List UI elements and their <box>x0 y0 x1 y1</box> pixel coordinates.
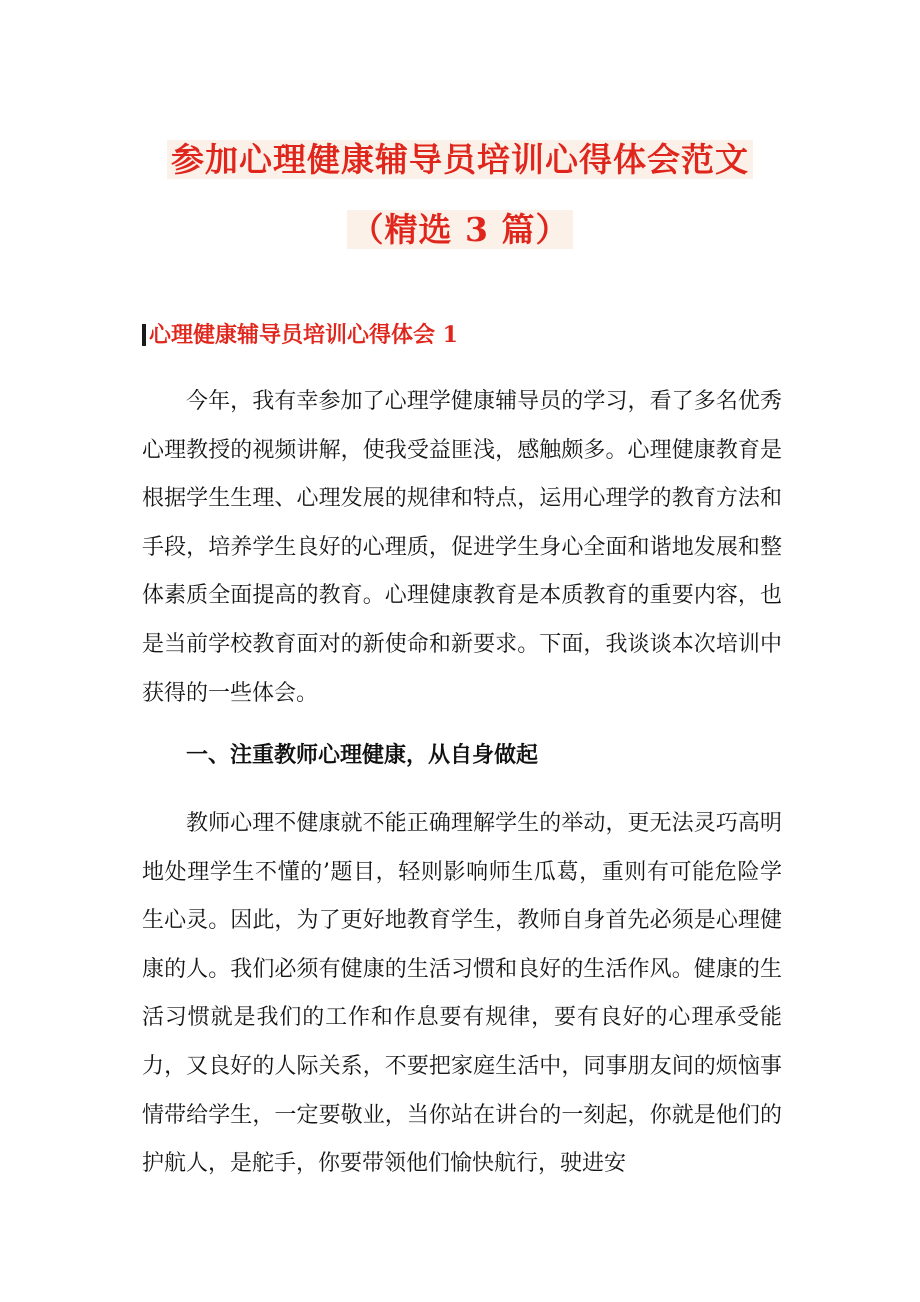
heading-bar-icon <box>142 324 146 346</box>
document-title-line-2 <box>0 205 920 255</box>
paragraph-1: 今年，我有幸参加了心理学健康辅导员的学习，看了多名优秀心理教授的视频讲解，使我受益匪浅，感触颇多。心理健康教育是根据学生生理、心理发展的规律和特点，运用心理学的教育方法和手段，培养学生良好的心理质，促进学生身心全面和谐地发展和整体素质全面提高的教育。心理健康教育是本质教育的重要内容，也是当前学校教育面对的新使命和新要求。下面，我谈谈本次培训中获得的一些体会。 <box>142 389 782 706</box>
section-heading-text: 心理健康辅导员培训心得体会 1 <box>149 322 458 348</box>
title-text-2: （精选 3 篇） <box>347 210 574 249</box>
title-text-1: 参加心理健康辅导员培训心得体会范文 <box>167 140 753 179</box>
section-heading-1 <box>142 318 458 352</box>
paragraph-2: 教师心理不健康就不能正确理解学生的举动，更无法灵巧高明地处理学生不懂的’题目，轻则影响师生瓜葛，重则有可能危险学生心灵。因此，为了更好地教育学生，教师自身首先必须是心理健康的人。我们必须有健康的生活习惯和良好的生活作风。健康的生活习惯就是我们的工作和作息要有规律，要有良好的心理承受能力，又良好的人际关系，不要把家庭生活中，同事朋友间的烦恼事情带给学生，一定要敬业，当你站在讲台的一刻起，你就是他们的护航人，是舵手，你要带领他们愉快航行，驶进安 <box>142 811 782 1177</box>
subheading-1: 一、注重教师心理健康，从自身做起 <box>186 742 539 768</box>
document-title-line-1 <box>0 135 920 185</box>
